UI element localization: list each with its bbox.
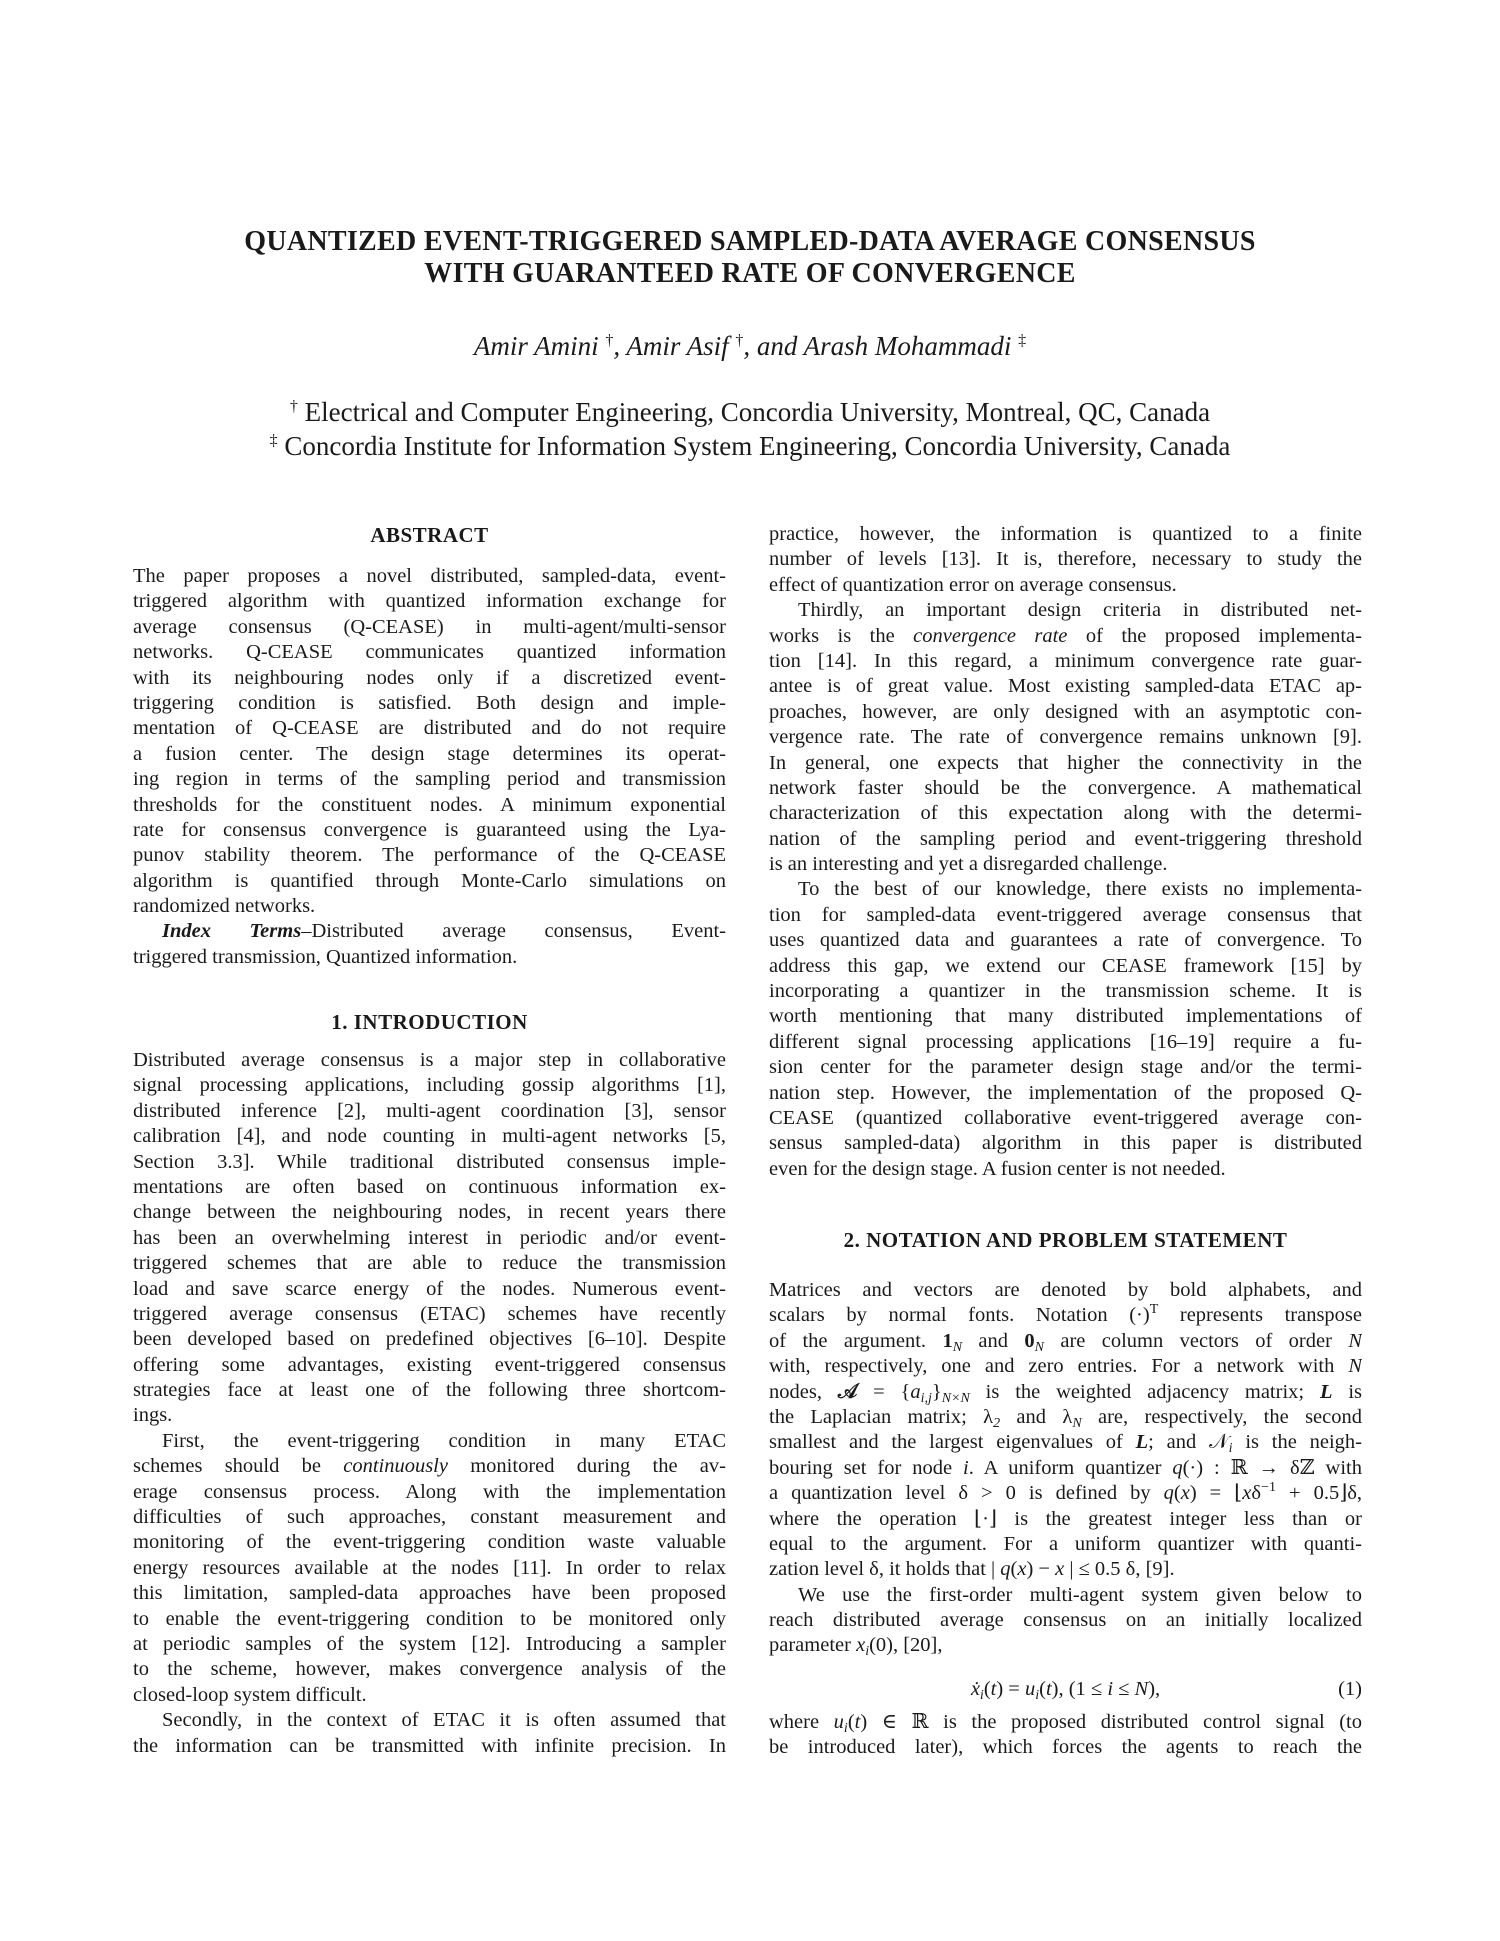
styled-text-run: t: [1045, 1678, 1052, 1700]
text-line: worth mentioning that many distributed implementations of: [769, 1005, 1362, 1028]
text-run: scalars by normal fonts. Notation (·): [769, 1304, 1150, 1327]
styled-text-run: q: [1163, 1482, 1174, 1505]
text-line: thresholds for the constituent nodes. A minimum exponential: [133, 793, 726, 816]
text-line: calibration [4], and node counting in multi-agent networks [5,: [133, 1125, 726, 1148]
styled-text-run: 𝒜: [837, 1380, 858, 1403]
paper-title-line-1: QUANTIZED EVENT-TRIGGERED SAMPLED-DATA AVERAGE CONSENSUS: [244, 226, 1256, 257]
affiliation-text: Electrical and Computer Engineering, Concordia University, Montreal, QC, Canada: [304, 397, 1211, 427]
text-run: schemes should be: [133, 1455, 344, 1478]
text-run: (·) : ℝ → δℤ with: [1182, 1456, 1362, 1479]
subscript: i: [865, 1644, 870, 1659]
styled-text-run: t: [990, 1678, 997, 1700]
text-line: triggered algorithm with quantized information exchange for: [133, 590, 726, 613]
text-line: [769, 1557, 1362, 1582]
introduction-body: [133, 1048, 726, 1759]
text-run: works is the: [769, 624, 914, 647]
affiliation-mark: †: [735, 332, 744, 349]
text-line: In general, one expects that higher the connectivity in the: [769, 751, 1362, 774]
styled-text-run: u: [1024, 1678, 1036, 1700]
equation-number: (1): [1338, 1678, 1362, 1700]
text-line: this limitation, sampled-data approaches have been proposed: [133, 1582, 726, 1605]
paper-title-line-2: WITH GUARANTEED RATE OF CONVERGENCE: [424, 258, 1076, 289]
introduction-continued-body: [769, 522, 1362, 1182]
text-run: is the neigh-: [1232, 1431, 1362, 1454]
text-line: triggering condition is satisfied. Both design and imple-: [133, 691, 726, 714]
superscript: T: [1149, 1303, 1159, 1318]
affiliation-mark: ‡: [269, 432, 278, 449]
text-line: tion [14]. In this regard, a minimum convergence rate guar-: [769, 649, 1362, 672]
subscript: i: [979, 1688, 984, 1703]
text-line: tion for sampled-data event-triggered average consensus that: [769, 903, 1362, 926]
styled-text-run: t: [854, 1711, 861, 1733]
text-line: erage consensus process. Along with the implementation: [133, 1480, 726, 1503]
text-line: equal to the argument. For a uniform quantizer with quanti-: [769, 1532, 1362, 1555]
styled-text-run: q: [1172, 1456, 1183, 1479]
text-line: to the scheme, however, makes convergence analysis of the: [133, 1658, 726, 1681]
text-line: nation of the sampling period and event-triggering threshold: [769, 827, 1362, 850]
text-line: Secondly, in the context of ETAC it is often assumed that: [162, 1709, 726, 1732]
text-line: triggered average consensus (ETAC) schemes have recently: [133, 1302, 726, 1325]
text-line: [769, 1710, 1362, 1735]
text-line: ing region in terms of the sampling period and transmission: [133, 768, 726, 791]
text-line: monitoring of the event-triggering condition waste valuable: [133, 1531, 726, 1554]
text-line: is an interesting and yet a disregarded challenge.: [769, 853, 1168, 876]
section-2-body: [769, 1278, 1362, 1659]
text-run: ≤: [1113, 1678, 1135, 1700]
text-line: antee is of great value. Most existing sampled-data ETAC ap-: [769, 675, 1362, 698]
styled-text-run: 0: [1024, 1329, 1035, 1352]
text-run: }: [931, 1380, 942, 1403]
text-run: represents transpose: [1158, 1304, 1362, 1327]
styled-text-run: continuously: [343, 1455, 448, 1478]
text-line: offering some advantages, existing event-triggered consensus: [133, 1353, 726, 1376]
styled-text-run: i: [1107, 1678, 1114, 1700]
affiliation-text: Concordia Institute for Information System Engineering, Concordia University, Canada: [284, 431, 1231, 461]
text-line: The paper proposes a novel distributed, sampled-data, event-: [133, 565, 726, 587]
subscript: i: [1228, 1441, 1233, 1456]
author-separator: ,: [613, 331, 627, 361]
introduction-heading: 1. INTRODUCTION: [331, 1010, 528, 1034]
text-line: Distributed average consensus is a major step in collaborative: [133, 1049, 726, 1071]
text-line: difficulties of such approaches, constant measurement and: [133, 1506, 726, 1529]
text-run: smallest and the largest eigenvalues of: [769, 1431, 1136, 1454]
text-run: –Distributed average consensus, Event-: [301, 920, 726, 943]
subscript: i,j: [920, 1390, 932, 1405]
text-run: | ≤ 0.5 δ, [9].: [1064, 1558, 1175, 1581]
text-run: zation level δ, it holds that |: [769, 1558, 1001, 1581]
author-name: Arash Mohammadi: [803, 331, 1012, 361]
styled-text-run: N: [1348, 1329, 1362, 1352]
text-line: Section 3.3]. While traditional distributed consensus imple-: [133, 1150, 726, 1173]
text-run: of the argument.: [769, 1329, 943, 1352]
text-line: rate for consensus convergence is guaranteed using the Lya-: [133, 818, 726, 841]
text-run: and: [962, 1329, 1025, 1352]
text-line: uses quantized data and guarantees a rate of convergence. To: [769, 929, 1362, 952]
text-run: is the weighted adjacency matrix;: [969, 1380, 1320, 1403]
equation-1: [769, 1676, 1362, 1702]
text-line: [769, 1456, 1362, 1481]
styled-text-run: N: [1348, 1355, 1362, 1378]
styled-text-run: 1: [942, 1329, 953, 1352]
text-run: is: [1332, 1380, 1362, 1403]
text-line: practice, however, the information is quantized to a finite: [769, 523, 1362, 545]
abstract-body: [133, 564, 726, 970]
text-run: a quantization level δ > 0 is defined by: [769, 1482, 1164, 1505]
equation-body: [769, 1676, 1362, 1702]
text-run: where: [769, 1711, 834, 1733]
subscript: i: [1035, 1688, 1040, 1703]
text-line: [769, 1633, 1362, 1658]
styled-text-run: convergence rate: [913, 624, 1068, 647]
text-line: with its neighbouring nodes only if a discretized event-: [133, 666, 726, 689]
text-run: ) =: [996, 1678, 1025, 1700]
text-line: [769, 1380, 1362, 1405]
text-run: (: [1010, 1558, 1018, 1581]
text-line: has been an overwhelming interest in periodic and/or event-: [133, 1226, 726, 1249]
text-run: of the proposed implementa-: [1067, 624, 1362, 647]
styled-text-run: u: [833, 1711, 844, 1733]
styled-text-run: L: [1135, 1431, 1149, 1454]
text-line: proaches, however, are only designed with an asymptotic con-: [769, 700, 1362, 723]
text-run: = {: [857, 1380, 911, 1403]
subscript: 2: [993, 1415, 1001, 1431]
abstract-heading: ABSTRACT: [370, 523, 489, 547]
subscript: N: [952, 1339, 963, 1355]
text-run: . A uniform quantizer: [968, 1456, 1173, 1479]
author-list: [0, 325, 1500, 362]
text-line: signal processing applications, including gossip algorithms [1],: [133, 1074, 726, 1097]
text-line: ings.: [133, 1404, 173, 1427]
text-line: Thirdly, an important design criteria in distributed net-: [798, 599, 1362, 622]
text-line: vergence rate. The rate of convergence remains unknown [9].: [769, 726, 1362, 749]
text-run: are, respectively, the second: [1081, 1405, 1362, 1428]
text-line: [769, 1329, 1362, 1354]
text-run: ),: [1148, 1678, 1161, 1700]
text-line: incorporating a quantizer in the transmission scheme. It is: [769, 980, 1362, 1003]
text-run: ; and 𝒩: [1148, 1431, 1229, 1454]
text-line: triggered schemes that are able to reduce the transmission: [133, 1252, 726, 1275]
text-run: and λ: [1000, 1405, 1073, 1428]
text-run: are column vectors of order: [1043, 1329, 1349, 1352]
styled-text-run: x: [1017, 1558, 1027, 1581]
text-run: + 0.5⌋δ,: [1275, 1482, 1362, 1505]
text-line: change between the neighbouring nodes, in recent years there: [133, 1201, 726, 1224]
text-run: (: [1039, 1678, 1046, 1700]
text-line: distributed inference [2], multi-agent coordination [3], sensor: [133, 1099, 726, 1122]
text-line: been developed based on predefined objectives [6–10]. Despite: [133, 1328, 726, 1351]
text-run: bouring set for node: [769, 1456, 963, 1479]
text-run: ) ∈ ℝ is the proposed distributed control signal (to: [860, 1711, 1362, 1733]
text-line: energy resources available at the nodes [11]. In order to relax: [133, 1556, 726, 1579]
subscript: i: [843, 1721, 848, 1736]
text-line: sensus sampled-data) algorithm in this paper is distributed: [769, 1132, 1362, 1155]
text-line: reach distributed average consensus on an initially localized: [769, 1609, 1362, 1632]
section-2-heading: 2. NOTATION AND PROBLEM STATEMENT: [843, 1228, 1288, 1252]
text-line: punov stability theorem. The performance of the Q-CEASE: [133, 844, 726, 867]
styled-text-run: a: [910, 1380, 921, 1403]
text-line: [769, 1354, 1362, 1379]
text-run: with, respectively, one and zero entries. For a network with: [769, 1355, 1349, 1378]
text-line: randomized networks.: [133, 895, 316, 918]
text-line: sion center for the parameter design stage and/or the termi-: [769, 1056, 1362, 1079]
author-name: Amir Asif: [626, 331, 729, 361]
text-run: the Laplacian matrix; λ: [769, 1405, 994, 1428]
text-run: monitored during the av-: [447, 1455, 726, 1478]
author-name: Amir Amini: [473, 331, 599, 361]
text-line: To the best of our knowledge, there exists no implementa-: [798, 878, 1362, 901]
text-line: Matrices and vectors are denoted by bold alphabets, and: [769, 1279, 1362, 1301]
styled-text-run: i: [962, 1456, 969, 1479]
text-run: parameter: [769, 1634, 857, 1657]
styled-text-run: Index Terms: [162, 920, 302, 943]
text-line: mentation of Q-CEASE are distributed and do not require: [133, 717, 726, 740]
text-line: number of levels [13]. It is, therefore, necessary to study the: [769, 548, 1362, 571]
text-line: network faster should be the convergence. A mathematical: [769, 776, 1362, 799]
styled-text-run: x: [1180, 1482, 1190, 1505]
text-line: address this gap, we extend our CEASE framework [15] by: [769, 954, 1362, 977]
text-line: be introduced later), which forces the agents to reach the: [769, 1736, 1362, 1759]
text-line: [769, 1303, 1362, 1328]
text-line: different signal processing applications [16–19] require a fu-: [769, 1030, 1362, 1053]
text-line: triggered transmission, Quantized information.: [133, 945, 518, 968]
text-line: strategies face at least one of the following three shortcom-: [133, 1379, 726, 1402]
text-line: a fusion center. The design stage determines its operat-: [133, 742, 726, 765]
text-line: [133, 919, 726, 944]
text-line: [769, 624, 1362, 649]
subscript: N: [1072, 1415, 1082, 1431]
text-line: mentations are often based on continuous information ex-: [133, 1175, 726, 1198]
text-line: networks. Q-CEASE communicates quantized information: [133, 641, 726, 664]
styled-text-run: q: [1000, 1558, 1011, 1581]
text-run: ) −: [1026, 1558, 1056, 1581]
styled-text-run: N: [1134, 1678, 1149, 1700]
text-line: to enable the event-triggering condition to be monitored only: [133, 1607, 726, 1630]
affiliation-2: [0, 424, 1500, 463]
superscript: −1: [1261, 1481, 1276, 1496]
text-line: [769, 1430, 1362, 1455]
text-run: (0), [20],: [869, 1634, 943, 1657]
text-run: (: [983, 1678, 991, 1700]
text-line: at periodic samples of the system [12]. Introducing a sampler: [133, 1632, 726, 1655]
text-line: effect of quantization error on average consensus.: [769, 573, 1177, 596]
affiliation-mark: †: [289, 398, 298, 415]
styled-text-run: L: [1319, 1380, 1333, 1403]
text-line: load and save scarce energy of the nodes. Numerous event-: [133, 1277, 726, 1300]
text-line: We use the first-order multi-agent system given below to: [798, 1583, 1362, 1606]
text-run: ) = ⌊: [1189, 1482, 1243, 1505]
text-run: ), (1 ≤: [1051, 1678, 1108, 1700]
affiliation-mark: ‡: [1018, 332, 1027, 349]
text-run: δ: [1251, 1482, 1262, 1505]
text-line: even for the design stage. A fusion center is not needed.: [769, 1157, 1226, 1180]
text-line: [769, 1405, 1362, 1430]
text-line: CEASE (quantized collaborative event-triggered average con-: [769, 1106, 1362, 1129]
text-line: where the operation ⌊·⌋ is the greatest integer less than or: [769, 1507, 1362, 1530]
text-run: (: [847, 1711, 855, 1733]
text-line: [133, 1454, 726, 1479]
text-line: algorithm is quantified through Monte-Carlo simulations on: [133, 869, 726, 892]
section-2-body-continued: [769, 1710, 1362, 1761]
subscript: N×N: [941, 1390, 970, 1405]
subscript: N: [1034, 1339, 1044, 1355]
styled-text-run: ẋ: [970, 1678, 980, 1700]
text-line: average consensus (Q-CEASE) in multi-agent/multi-sensor: [133, 615, 726, 638]
text-line: characterization of this expectation along with the determi-: [769, 802, 1362, 825]
text-line: [769, 1481, 1362, 1506]
text-line: First, the event-triggering condition in many ETAC: [162, 1429, 726, 1452]
styled-text-run: x: [1242, 1482, 1252, 1505]
text-line: the information can be transmitted with infinite precision. In: [133, 1734, 726, 1757]
text-run: nodes,: [769, 1380, 838, 1403]
styled-text-run: x: [1055, 1558, 1065, 1581]
styled-text-run: x: [856, 1634, 866, 1657]
text-line: nation step. However, the implementation of the proposed Q-: [769, 1081, 1362, 1104]
text-run: (: [1173, 1482, 1181, 1505]
affiliation-mark: †: [605, 332, 614, 349]
author-separator: , and: [743, 331, 804, 361]
text-line: closed-loop system difficult.: [133, 1683, 367, 1706]
